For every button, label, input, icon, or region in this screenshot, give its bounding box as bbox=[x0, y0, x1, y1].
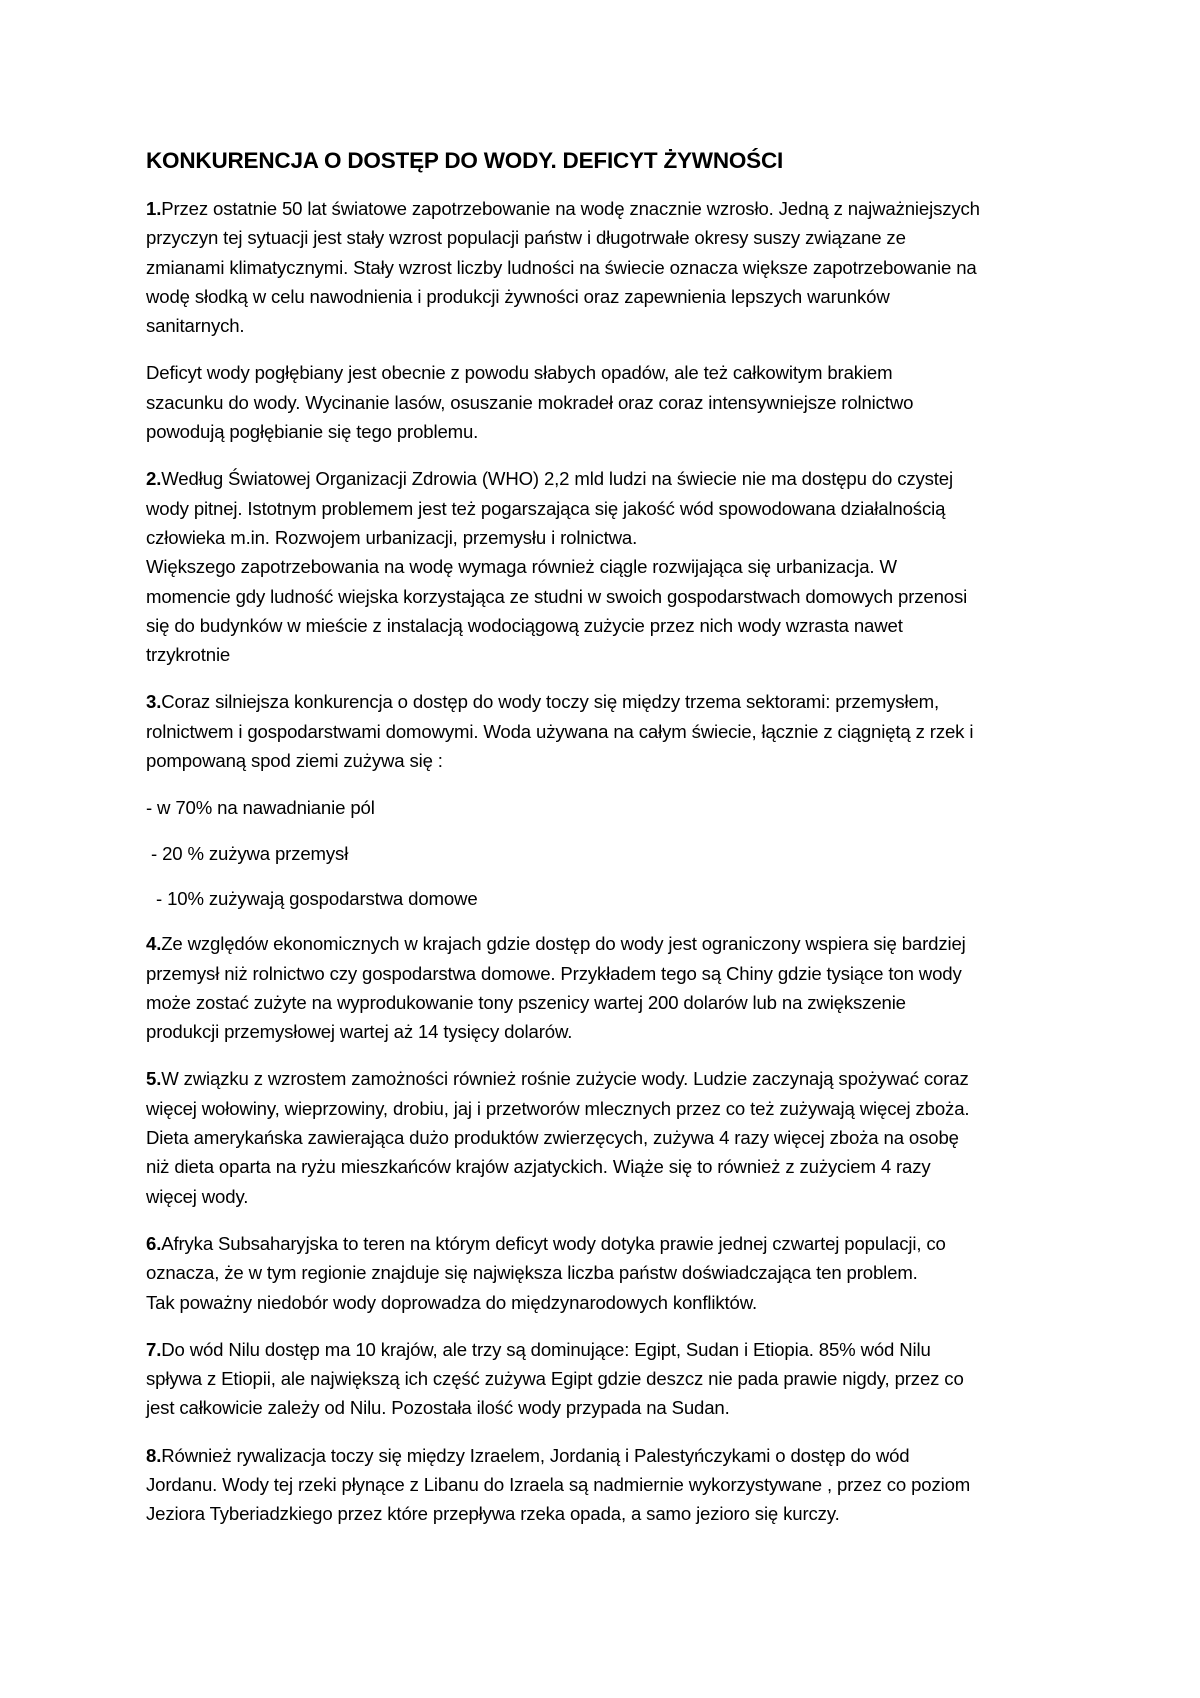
section-line bbox=[146, 194, 1046, 223]
section-line: momencie gdy ludność wiejska korzystająca ze studni w swoich gospodarstwach domowych przenosi bbox=[146, 585, 968, 607]
section-line: trzykrotnie bbox=[146, 644, 231, 666]
section-line bbox=[146, 687, 1046, 716]
section-line: więcej wołowiny, wieprzowiny, drobiu, jaj i przetworów mlecznych przez co też zużywają więcej zboża. bbox=[146, 1097, 970, 1119]
section-2 bbox=[146, 464, 1046, 669]
section-4 bbox=[146, 929, 1046, 1046]
section-6 bbox=[146, 1229, 1046, 1317]
section-line: szacunku do wody. Wycinanie lasów, osuszanie mokradeł oraz coraz intensywniejsze rolnictwo bbox=[146, 391, 914, 413]
section-line: pompowaną spod ziemi zużywa się : bbox=[146, 750, 443, 772]
section-5 bbox=[146, 1064, 1046, 1210]
section-number: 2. bbox=[146, 468, 162, 490]
section-line: Jeziora Tyberiadzkiego przez które przepływa rzeka opada, a samo jezioro się kurczy. bbox=[146, 1503, 840, 1525]
section-number: 3. bbox=[146, 691, 162, 713]
section-line: się do budynków w mieście z instalacją wodociągową zużycie przez nich wody wzrasta nawet bbox=[146, 614, 903, 636]
section-line: rolnictwem i gospodarstwami domowymi. Woda używana na całym świecie, łącznie z ciągniętą z rzek i bbox=[146, 720, 974, 742]
section-line: powodują pogłębianie się tego problemu. bbox=[146, 421, 479, 443]
list-item: - 20 % zużywa przemysł bbox=[146, 842, 349, 864]
section-text: Również rywalizacja toczy się między Izraelem, Jordanią i Palestyńczykami o dostęp do wód bbox=[161, 1444, 910, 1466]
section-text: Afryka Subsaharyjska to teren na którym deficyt wody dotyka prawie jednej czwartej populacji, co bbox=[161, 1232, 946, 1254]
section-text: Do wód Nilu dostęp ma 10 krajów, ale trzy są dominujące: Egipt, Sudan i Etiopia. 85% wód Nilu bbox=[161, 1338, 931, 1360]
section-line: przemysł niż rolnictwo czy gospodarstwa domowe. Przykładem tego są Chiny gdzie tysiące ton wody bbox=[146, 962, 962, 984]
section-number: 7. bbox=[146, 1338, 162, 1360]
list-item: - 10% zużywają gospodarstwa domowe bbox=[146, 887, 478, 909]
section-line bbox=[146, 1441, 1046, 1470]
section-7 bbox=[146, 1335, 1046, 1423]
section-line: Jordanu. Wody tej rzeki płynące z Libanu do Izraela są nadmiernie wykorzystywane , przez co poziom bbox=[146, 1473, 971, 1495]
section-line: Większego zapotrzebowania na wodę wymaga również ciągle rozwijająca się urbanizacja. W bbox=[146, 556, 897, 578]
section-text: Ze względów ekonomicznych w krajach gdzie dostęp do wody jest ograniczony wspiera się bardziej bbox=[161, 933, 966, 955]
section-line: wodę słodką w celu nawodnienia i produkcji żywności oraz zapewnienia lepszych warunków bbox=[146, 285, 890, 307]
section-3 bbox=[146, 687, 1046, 775]
section-line: zmianami klimatycznymi. Stały wzrost liczby ludności na świecie oznacza większe zapotrzebowanie na bbox=[146, 256, 977, 278]
section-line: oznacza, że w tym regionie znajduje się największa liczba państw doświadczająca ten problem. bbox=[146, 1262, 918, 1284]
section-text: Przez ostatnie 50 lat światowe zapotrzebowanie na wodę znacznie wzrosło. Jedną z najważniejszych bbox=[161, 198, 980, 219]
document-title: KONKURENCJA O DOSTĘP DO WODY. DEFICYT ŻYWNOŚCI bbox=[146, 148, 784, 173]
section-line: więcej wody. bbox=[146, 1185, 249, 1207]
section-text: Coraz silniejsza konkurencja o dostęp do wody toczy się między trzema sektorami: przemysłem, bbox=[161, 691, 939, 713]
list-item: - w 70% na nawadnianie pól bbox=[146, 797, 375, 819]
section-text: Według Światowej Organizacji Zdrowia (WHO) 2,2 mld ludzi na świecie nie ma dostępu do czystej bbox=[161, 468, 953, 490]
section-number: 8. bbox=[146, 1444, 162, 1466]
section-line bbox=[146, 1064, 1046, 1093]
section-line bbox=[146, 1229, 1046, 1258]
section-line: sanitarnych. bbox=[146, 315, 245, 337]
section-line: jest całkowicie zależy od Nilu. Pozostała ilość wody przypada na Sudan. bbox=[146, 1397, 730, 1419]
section-text: W związku z wzrostem zamożności również rośnie zużycie wody. Ludzie zaczynają spożywać coraz bbox=[161, 1068, 969, 1090]
section-number: 1. bbox=[146, 198, 162, 219]
section-line: Deficyt wody pogłębiany jest obecnie z powodu słabych opadów, ale też całkowitym brakiem bbox=[146, 362, 893, 384]
section-line bbox=[146, 929, 1046, 958]
section-1 bbox=[146, 194, 1046, 340]
deficit-paragraph bbox=[146, 358, 1046, 446]
section-number: 6. bbox=[146, 1232, 162, 1254]
section-line: może zostać zużyte na wyprodukowanie tony pszenicy wartej 200 dolarów lub na zwiększenie bbox=[146, 991, 906, 1013]
section-line: Tak poważny niedobór wody doprowadza do międzynarodowych konfliktów. bbox=[146, 1291, 757, 1313]
section-number: 5. bbox=[146, 1068, 162, 1090]
section-line bbox=[146, 464, 1046, 493]
section-line: wody pitnej. Istotnym problemem jest też pogarszająca się jakość wód spowodowana działalnością bbox=[146, 497, 946, 519]
section-line: człowieka m.in. Rozwojem urbanizacji, przemysłu i rolnictwa. bbox=[146, 526, 638, 548]
section-line: niż dieta oparta na ryżu mieszkańców krajów azjatyckich. Wiąże się to również z zużyciem 4 razy bbox=[146, 1156, 931, 1178]
section-line: spływa z Etiopii, ale największą ich część zużywa Egipt gdzie deszcz nie pada prawie nigdy, przez co bbox=[146, 1368, 964, 1390]
section-8 bbox=[146, 1441, 1046, 1529]
section-number: 4. bbox=[146, 933, 162, 955]
section-line: przyczyn tej sytuacji jest stały wzrost populacji państw i długotrwałe okresy suszy związane ze bbox=[146, 227, 906, 249]
section-line: produkcji przemysłowej wartej aż 14 tysięcy dolarów. bbox=[146, 1021, 573, 1043]
document-body bbox=[146, 146, 1046, 1547]
section-line bbox=[146, 1335, 1046, 1364]
section-line: Dieta amerykańska zawierająca dużo produktów zwierzęcych, zużywa 4 razy więcej zboża na osobę bbox=[146, 1127, 959, 1149]
